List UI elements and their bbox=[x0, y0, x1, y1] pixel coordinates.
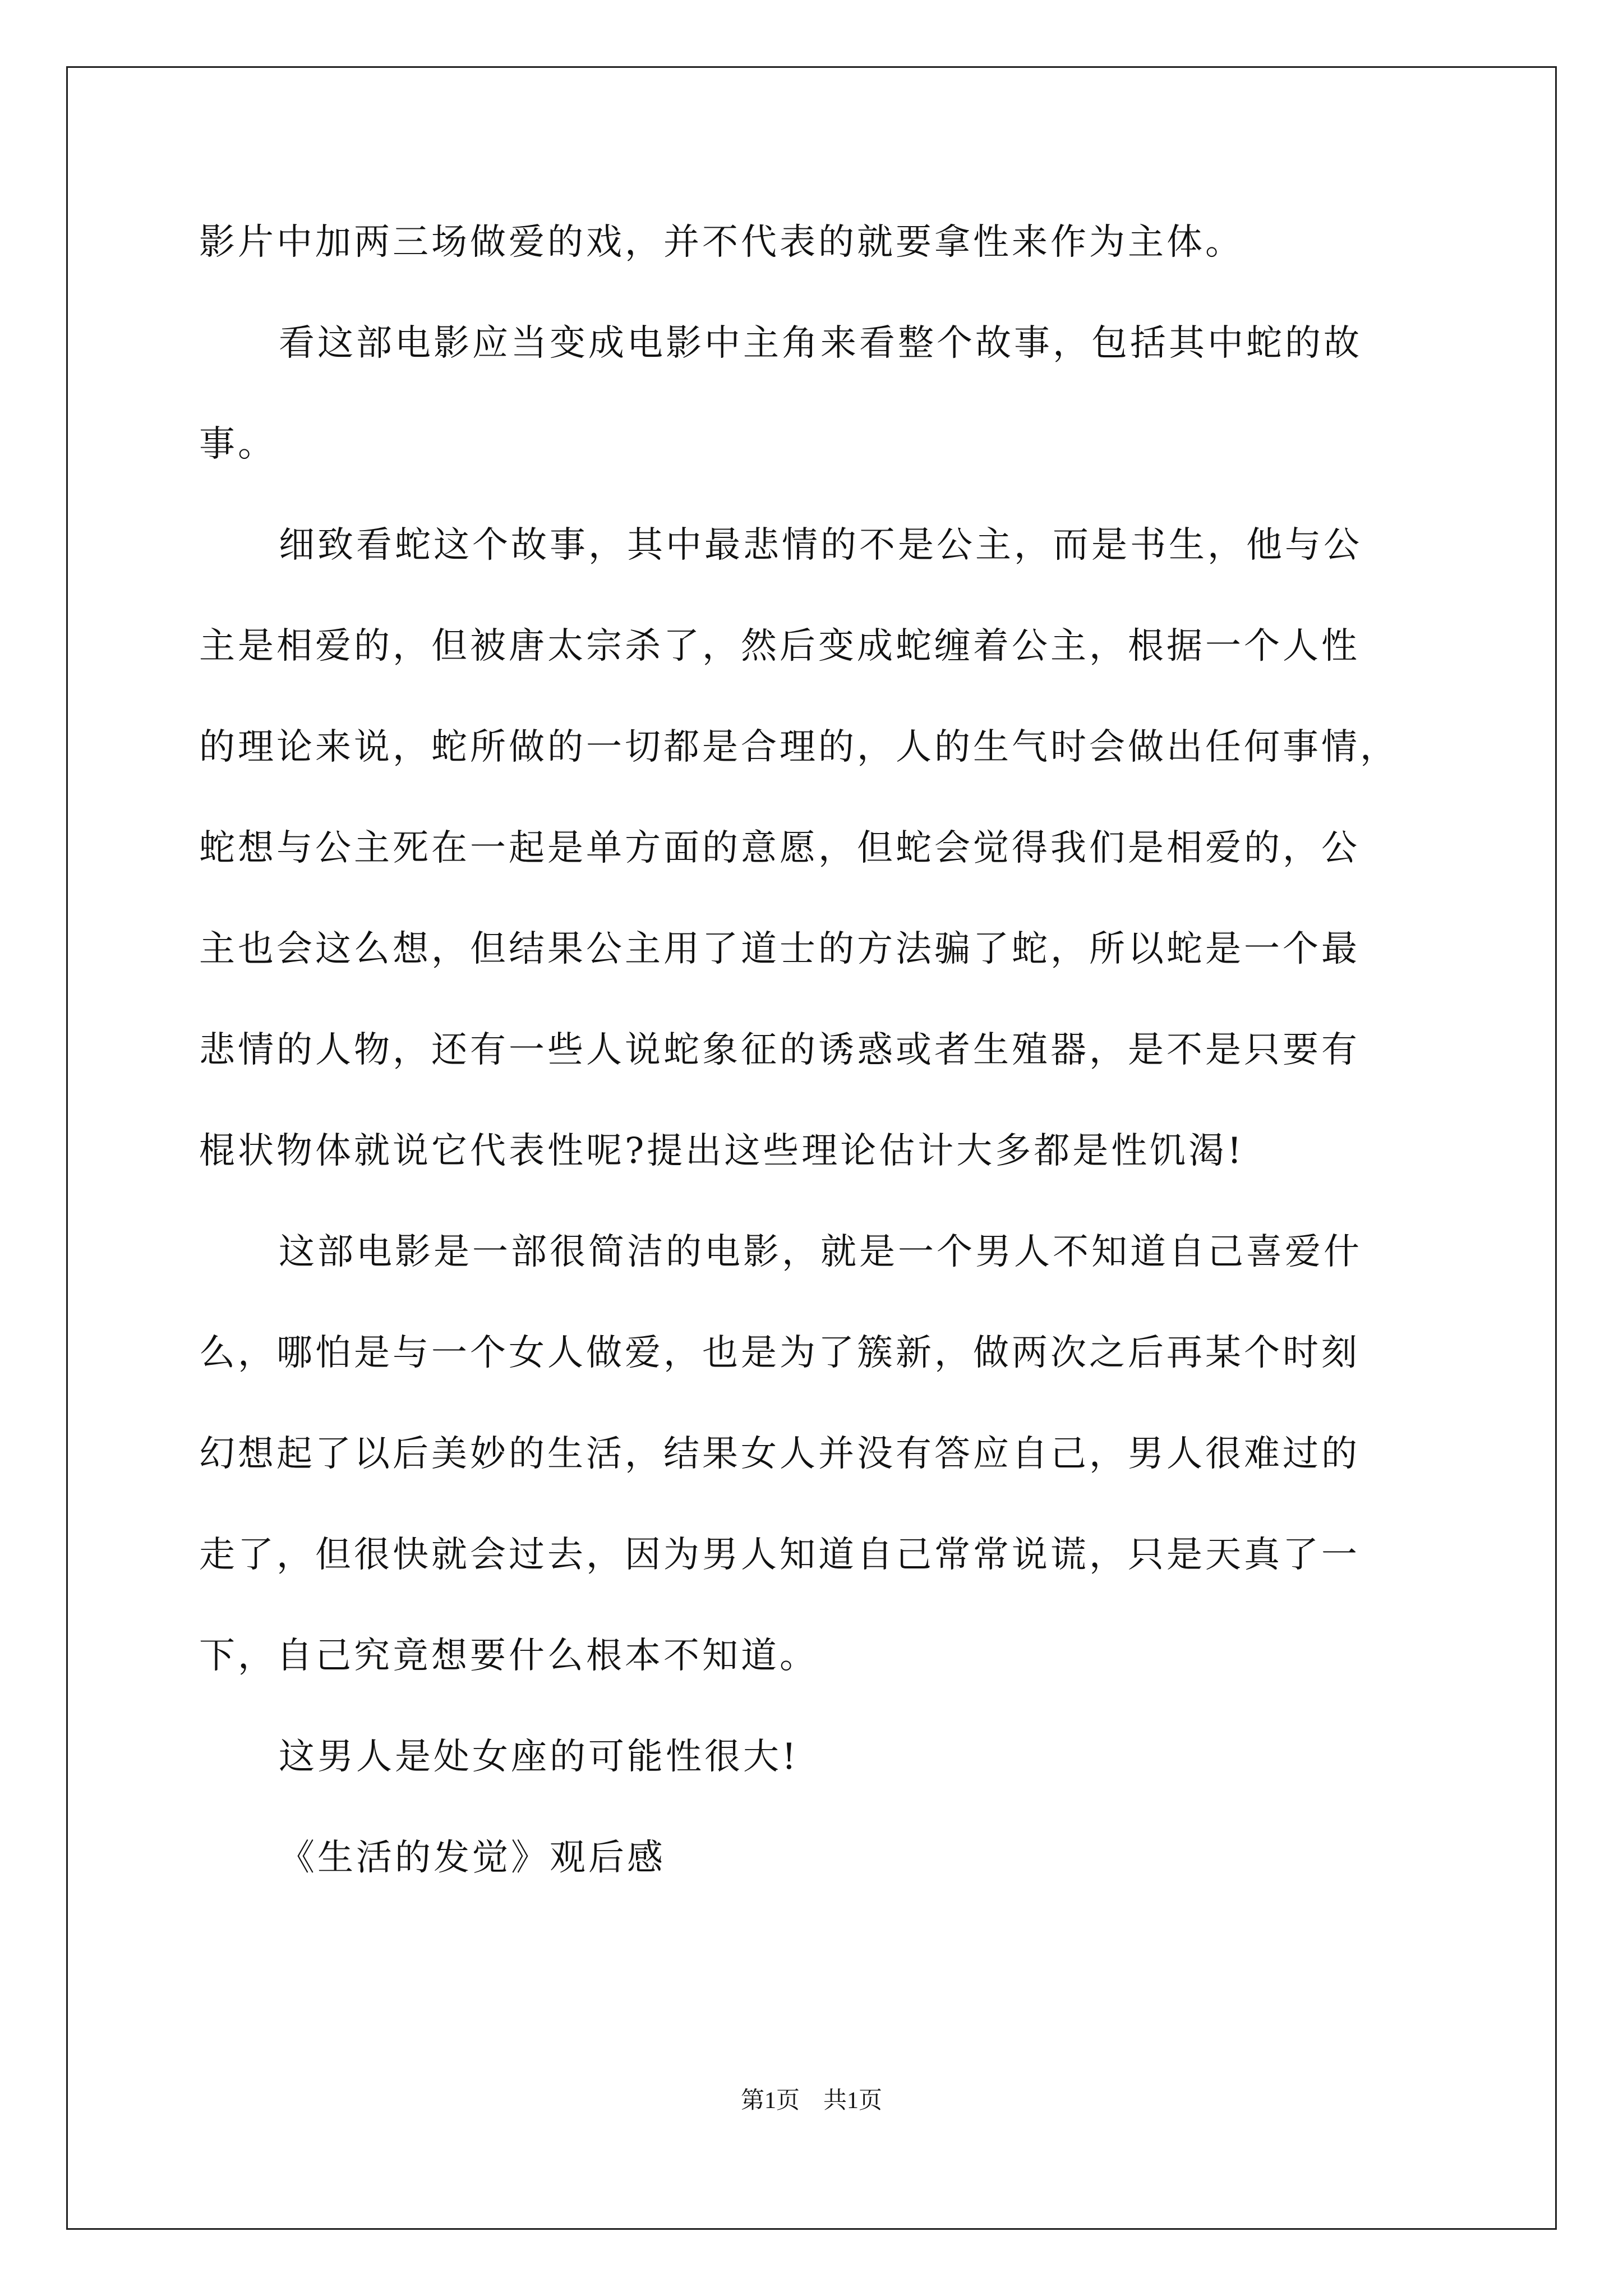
page-number: 第1页 bbox=[740, 2088, 800, 2114]
section-title: 《生活的发觉》观后感 bbox=[279, 1837, 666, 1879]
text-line: 主是相爱的，但被唐太宗杀了，然后变成蛇缠着公主，根据一个人性 bbox=[199, 625, 1360, 667]
text-line: 幻想起了以后美妙的生活，结果女人并没有答应自己，男人很难过的 bbox=[199, 1433, 1360, 1475]
text-line: 下，自己究竟想要什么根本不知道。 bbox=[199, 1635, 818, 1677]
text-line: 棍状物体就说它代表性呢?提出这些理论估计大多都是性饥渴! bbox=[199, 1130, 1245, 1172]
text-line: 么，哪怕是与一个女人做爱，也是为了簇新，做两次之后再某个时刻 bbox=[199, 1332, 1360, 1374]
text-line: 悲情的人物，还有一些人说蛇象征的诱惑或者生殖器，是不是只要有 bbox=[199, 1029, 1360, 1071]
text-line: 细致看蛇这个故事，其中最悲情的不是公主，而是书生，他与公 bbox=[279, 524, 1362, 566]
page-footer bbox=[0, 2084, 1623, 2118]
text-line: 这部电影是一部很简洁的电影，就是一个男人不知道自己喜爱什 bbox=[279, 1231, 1362, 1273]
text-line: 走了，但很快就会过去，因为男人知道自己常常说谎，只是天真了一 bbox=[199, 1534, 1360, 1576]
text-line: 事。 bbox=[199, 424, 276, 465]
text-line: 蛇想与公主死在一起是单方面的意愿，但蛇会觉得我们是相爱的，公 bbox=[199, 827, 1360, 869]
text-line: 的理论来说，蛇所做的一切都是合理的，人的生气时会做出任何事情， bbox=[199, 726, 1399, 768]
text-line: 这男人是处女座的可能性很大! bbox=[279, 1736, 799, 1778]
text-line: 主也会这么想，但结果公主用了道士的方法骗了蛇，所以蛇是一个最 bbox=[199, 928, 1360, 970]
document-body bbox=[199, 203, 1455, 1920]
text-line: 看这部电影应当变成电影中主角来看整个故事，包括其中蛇的故 bbox=[279, 323, 1362, 364]
page-total: 共1页 bbox=[823, 2088, 883, 2114]
text-line: 影片中加两三场做爱的戏，并不代表的就要拿性来作为主体。 bbox=[199, 222, 1244, 263]
